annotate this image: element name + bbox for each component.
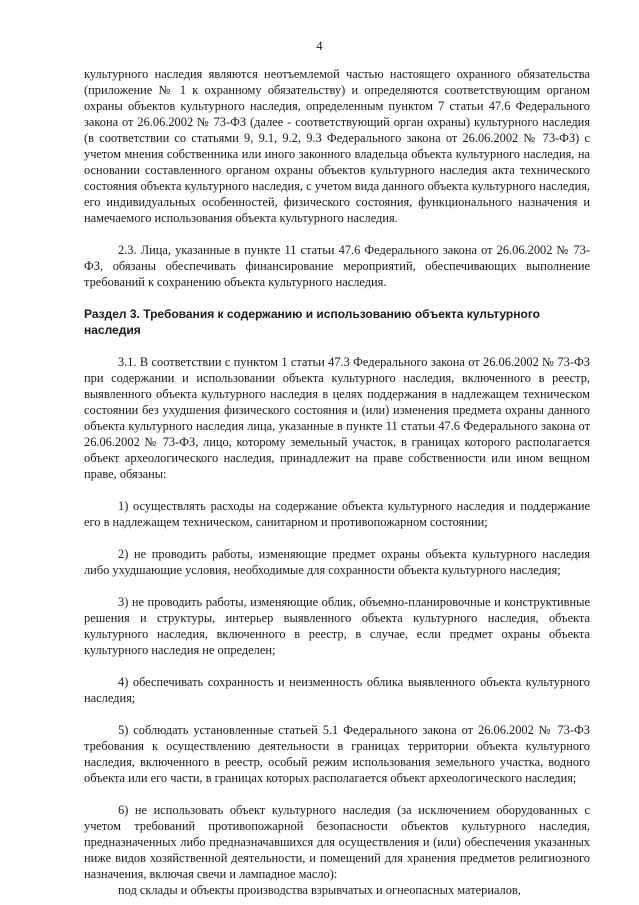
page-number: 4 (316, 39, 323, 53)
paragraph-continuation: культурного наследия являются неотъемлемой частью настоящего охранного обязательства (приложение № 1 к охранному обязательству) и определяются соответствующим органом охраны объектов культурного наследия, определенным пунктом 7 статьи 47.6 Федерального закона от 26.06.2002 № 73-ФЗ (далее - соответствующий орган охраны) культурного наследия (в соответствии со статьями 9, 9.1, 9.2, 9.3 Федерального закона от 26.06.2002 № 73-ФЗ) с учетом мнения собственника или иного законного владельца объекта культурного наследия, на основании составленного органом охраны объектов культурного наследия акта технического состояния объекта культурного наследия, с учетом вида данного объекта культурного наследия, его индивидуальных особенностей, физического состояния, функционального назначения и намечаемого использования объекта культурного наследия. (84, 67, 590, 225)
list-item-3: 3) не проводить работы, изменяющие облик, объемно-планировочные и конструктивные решения и структуры, интерьер выявленного объекта культурного наследия, объекта культурного наследия, включенного в реестр, в случае, если предмет охраны объекта культурного наследия не определен; (84, 595, 590, 657)
list-item-1: 1) осуществлять расходы на содержание объекта культурного наследия и поддержание его в надлежащем техническом, санитарном и противопожарном состоянии; (84, 499, 590, 529)
list-item-4: 4) обеспечивать сохранность и неизменность облика выявленного объекта культурного наследия; (84, 675, 590, 705)
list-item-6-sub: под склады и объекты производства взрывчатых и огнеопасных материалов, (118, 883, 521, 897)
list-item-2: 2) не проводить работы, изменяющие предмет охраны объекта культурного наследия либо ухудшающие условия, необходимые для сохранности объекта культурного наследия; (84, 547, 590, 577)
list-item-5: 5) соблюдать установленные статьей 5.1 Федерального закона от 26.06.2002 № 73-ФЗ требования к осуществлению деятельности в границах территории объекта культурного наследия, включенного в реестр, особый режим использования земельного участка, водного объекта или его части, в границах которых располагается объект археологического наследия; (84, 723, 590, 785)
list-item-6: 6) не использовать объект культурного наследия (за исключением оборудованных с учетом требований противопожарной безопасности объектов культурного наследия, предназначенных либо предназначавшихся для осуществления и (или) обеспечения указанных ниже видов хозяйственной деятельности, и помещений для хранения предметов религиозного назначения, включая свечи и лампадное масло): (84, 803, 590, 881)
paragraph-3-1: 3.1. В соответствии с пунктом 1 статьи 47.3 Федерального закона от 26.06.2002 № 73-ФЗ при содержании и использовании объекта культурного наследия, включенного в реестр, выявленного объекта культурного наследия в целях поддержания в надлежащем техническом состоянии без ухудшения физического состояния и (или) изменения предмета охраны данного объекта культурного наследия лица, указанные в пункте 11 статьи 47.6 Федерального закона от 26.06.2002 № 73-ФЗ, лицо, которому земельный участок, в границах которого располагается объект археологического наследия, принадлежит на праве собственности или ином вещном праве, обязаны: (84, 355, 590, 481)
paragraph-2-3: 2.3. Лица, указанные в пункте 11 статьи 47.6 Федерального закона от 26.06.2002 № 73-ФЗ, обязаны обеспечивать финансирование мероприятий, обеспечивающих выполнение требований к сохранению объекта культурного наследия. (84, 243, 590, 289)
document-body (84, 66, 590, 898)
section-3-heading: Раздел 3. Требования к содержанию и использованию объекта культурного наследия (84, 307, 540, 337)
